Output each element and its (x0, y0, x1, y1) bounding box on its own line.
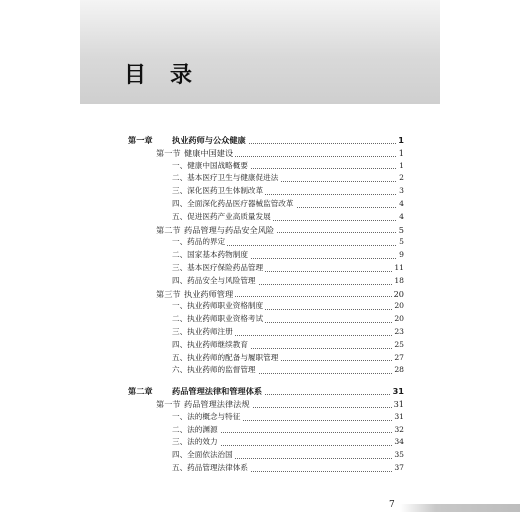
toc-section-row[interactable] (128, 398, 404, 411)
toc-entry-text: 四、全面依法治国 (172, 450, 233, 460)
page-number: 7 (389, 500, 395, 510)
toc-entry-text: 健康中国建设 (184, 147, 234, 158)
toc-entry-text: 执业药师管理 (184, 288, 234, 299)
toc-entry-page: 27 (392, 352, 404, 365)
toc-item-row[interactable] (128, 449, 404, 462)
toc-item-row[interactable] (128, 160, 404, 173)
toc-item-row[interactable] (128, 172, 404, 185)
toc-entry-text: 五、执业药师的配备与履职管理 (172, 352, 279, 362)
toc-entry-label (172, 186, 265, 195)
toc-entry-label (172, 463, 250, 472)
toc-entry-text: 五、药品管理法律体系 (172, 462, 248, 472)
toc-item-row[interactable] (128, 249, 404, 262)
toc-entry-label (172, 353, 280, 362)
toc-section-row[interactable] (128, 147, 404, 160)
toc-entry-page: 34 (392, 436, 404, 449)
toc-entry-page: 5 (398, 224, 404, 235)
toc-entry-label (156, 225, 276, 235)
toc-entry-page: 31 (392, 386, 404, 397)
footer-bar (400, 504, 520, 512)
toc-item-row[interactable] (128, 339, 404, 352)
toc-entry-page: 25 (392, 339, 404, 352)
toc-item-row[interactable] (128, 424, 404, 437)
toc-gap (128, 377, 404, 385)
toc-entry-page: 4 (397, 211, 404, 224)
toc-entry-number: 第二章 (128, 386, 153, 397)
toc-item-row[interactable] (128, 262, 404, 275)
toc-entry-label (172, 437, 220, 446)
toc-entry-page: 5 (397, 236, 404, 249)
toc-entry-page: 23 (392, 326, 404, 339)
toc-entry-text: 一、药品的界定 (172, 237, 226, 247)
toc-entry-label (172, 340, 250, 349)
toc-entry-page: 1 (398, 135, 404, 145)
toc-item-row[interactable] (128, 462, 404, 475)
toc-entry-text: 三、法的效力 (172, 437, 218, 447)
toc-item-row[interactable] (128, 352, 404, 365)
toc-entry-page: 1 (398, 147, 404, 158)
toc-entry-text: 三、执业药师注册 (172, 326, 233, 336)
toc-entry-label (172, 276, 258, 285)
toc-entry-text: 二、法的渊源 (172, 424, 218, 434)
toc-entry-page: 11 (392, 262, 404, 275)
table-of-contents (128, 134, 404, 475)
toc-entry-text: 药品管理与药品安全风险 (184, 224, 275, 235)
toc-entry-page: 35 (392, 449, 404, 462)
page-title: 目录 (124, 63, 217, 88)
toc-entry-label (172, 161, 250, 170)
toc-entry-text: 一、法的概念与特征 (172, 411, 241, 421)
toc-entry-text: 三、深化医药卫生体制改革 (172, 186, 264, 196)
toc-entry-number: 第一章 (128, 135, 153, 145)
toc-entry-label (172, 173, 280, 182)
toc-entry-text: 执业药师与公众健康 (172, 135, 246, 145)
toc-chapter-row[interactable] (128, 385, 404, 398)
toc-entry-text: 四、全面深化药品医疗器械监管改革 (172, 198, 294, 208)
toc-entry-text: 五、促进医药产业高质量发展 (172, 211, 271, 221)
toc-entry-page: 28 (392, 364, 404, 377)
toc-section-row[interactable] (128, 288, 404, 301)
toc-item-row[interactable] (128, 411, 404, 424)
toc-item-row[interactable] (128, 236, 404, 249)
toc-item-row[interactable] (128, 436, 404, 449)
toc-entry-number: 第二节 (156, 224, 181, 235)
toc-entry-text: 二、基本医疗卫生与健康促进法 (172, 173, 279, 183)
toc-entry-page: 20 (393, 288, 404, 299)
toc-entry-label (172, 412, 242, 421)
toc-entry-text: 二、国家基本药物制度 (172, 250, 248, 260)
toc-entry-label (156, 289, 235, 299)
toc-entry-text: 四、药品安全与风险管理 (172, 275, 256, 285)
toc-entry-label (128, 135, 248, 145)
toc-entry-label (172, 212, 273, 221)
toc-entry-number: 第一节 (156, 147, 181, 158)
toc-entry-text: 三、基本医疗保险药品管理 (172, 262, 264, 272)
toc-entry-text: 药品管理法律法规 (184, 398, 250, 409)
toc-entry-page: 31 (392, 411, 404, 424)
toc-item-row[interactable] (128, 364, 404, 377)
toc-entry-label (156, 399, 252, 409)
toc-item-row[interactable] (128, 185, 404, 198)
toc-entry-label (172, 250, 250, 259)
toc-entry-label (172, 314, 265, 323)
toc-item-row[interactable] (128, 211, 404, 224)
toc-entry-page: 32 (392, 424, 404, 437)
toc-entry-label (172, 237, 227, 246)
toc-entry-page: 31 (393, 398, 404, 409)
toc-entry-page: 2 (397, 172, 404, 185)
toc-entry-text: 四、执业药师继续教育 (172, 339, 248, 349)
toc-entry-text: 六、执业药师的监督管理 (172, 365, 256, 375)
toc-entry-page: 37 (392, 462, 404, 475)
toc-entry-label (172, 263, 265, 272)
toc-entry-page: 20 (392, 313, 404, 326)
toc-chapter-row[interactable] (128, 134, 404, 147)
toc-entry-page: 9 (397, 249, 404, 262)
toc-entry-page: 20 (392, 300, 404, 313)
toc-item-row[interactable] (128, 275, 404, 288)
toc-entry-number: 第三节 (156, 288, 181, 299)
toc-section-row[interactable] (128, 224, 404, 237)
toc-entry-label (172, 365, 258, 374)
toc-entry-label (172, 301, 265, 310)
toc-entry-text: 一、执业药师职业资格制度 (172, 301, 264, 311)
toc-entry-text: 一、健康中国战略概要 (172, 160, 248, 170)
toc-entry-number: 第一节 (156, 398, 181, 409)
toc-entry-label (172, 450, 235, 459)
toc-item-row[interactable] (128, 313, 404, 326)
toc-entry-label (156, 148, 235, 158)
toc-entry-label (172, 327, 235, 336)
toc-entry-page: 4 (397, 198, 404, 211)
toc-entry-page: 18 (392, 275, 404, 288)
toc-entry-label (172, 199, 296, 208)
toc-entry-page: 1 (397, 160, 404, 173)
toc-entry-label (172, 425, 220, 434)
toc-item-row[interactable] (128, 326, 404, 339)
toc-entry-label (128, 386, 264, 396)
toc-item-row[interactable] (128, 198, 404, 211)
toc-entry-text: 药品管理法律和管理体系 (172, 386, 263, 397)
toc-entry-page: 3 (397, 185, 404, 198)
toc-item-row[interactable] (128, 300, 404, 313)
toc-entry-text: 二、执业药师职业资格考试 (172, 314, 264, 324)
